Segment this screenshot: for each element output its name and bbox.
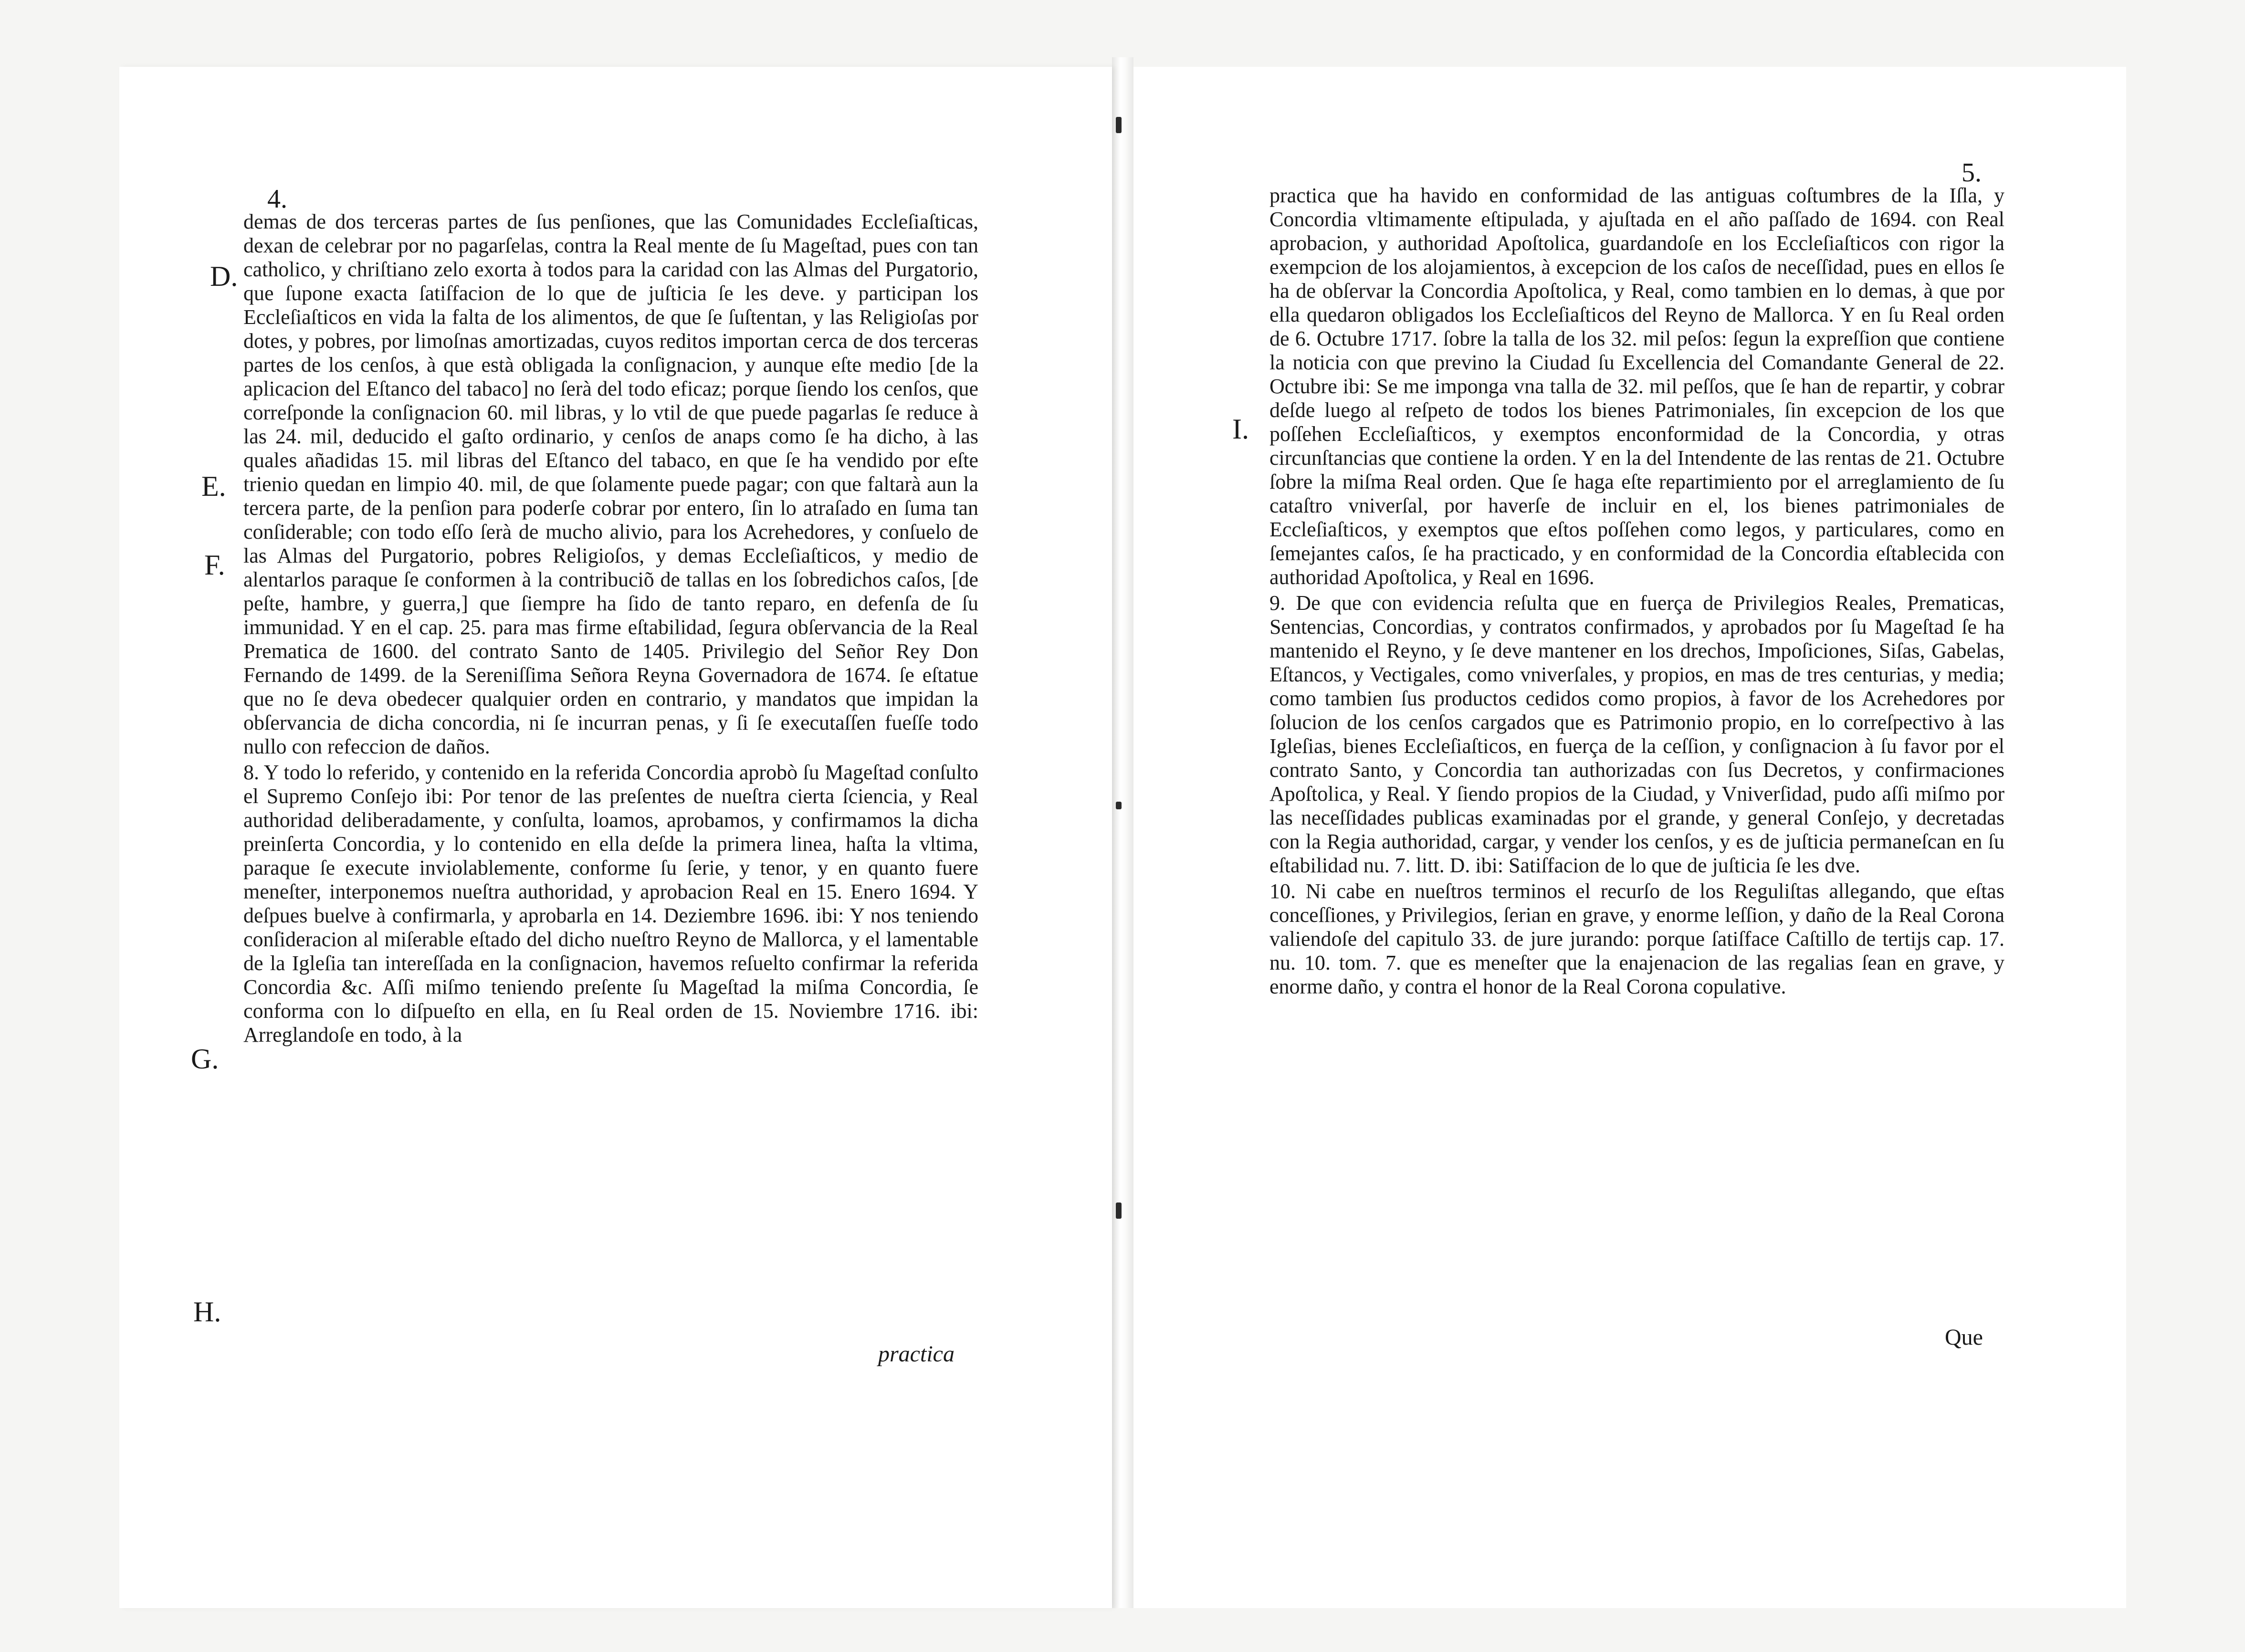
- left-page-number: 4.: [267, 184, 287, 214]
- left-catchword: practica: [878, 1341, 955, 1367]
- margin-letter-h: H.: [193, 1296, 221, 1328]
- right-paragraph-3: 10. Ni cabe en nueſtros terminos el recurſo de los Reguliſtas allegando, que eſtas conceſſiones, y Privilegios, ſerian en grave, y enorme leſſion, y daño de la Real Corona valiendoſe del capitulo 33. de jure jurando: porque ſatiſface Caſtillo de tertijs cap. 17. nu. 10. tom. 7. que es meneſter que la enajenacion de las regalias ſean en grave, y enorme daño, y contra el honor de la Real Corona copulative.: [1269, 879, 2004, 998]
- gutter-mark-middle: [1116, 802, 1122, 809]
- right-catchword: Que: [1945, 1325, 1983, 1350]
- margin-letter-g: G.: [191, 1043, 219, 1075]
- right-page-number: 5.: [1962, 158, 1982, 188]
- right-page-body: [1269, 184, 2004, 1001]
- book-gutter: [1112, 57, 1133, 1608]
- left-page-body: [243, 210, 978, 1049]
- left-paragraph-2: 8. Y todo lo referido, y contenido en la referida Concordia aprobò ſu Mageſtad conſulto el Supremo Conſejo ibi: Por tenor de las preſentes de nueſtra cierta ſciencia, y Real authoridad deliberadamente, y conſulta, loamos, aprobamos, y confirmamos la dicha preinſerta Concordia, y lo contenido en ella deſde la primera linea, haſta la vltima, paraque ſe execute inviolablemente, conforme ſu ſerie, y tenor, y en quanto fuere meneſter, interponemos nueſtra authoridad, y aprobacion Real en 15. Enero 1694. Y deſpues buelve à confirmarla, y aprobarla en 14. Deziembre 1696. ibi: Y nos teniendo conſideracion al miſerable eſtado del dicho nueſtro Reyno de Mallorca, y el lamentable de la Igleſia tan intereſſada en la conſignacion, havemos reſuelto confirmar la referida Concordia &c. Aſſi miſmo teniendo preſente ſu Mageſtad la miſma Concordia, ſe conforma con lo diſpueſto en ella, en ſu Real orden de 15. Noviembre 1716. ibi: Arreglandoſe en todo, à la: [243, 761, 978, 1046]
- margin-letter-e: E.: [201, 471, 226, 502]
- right-paragraph-2: 9. De que con evidencia reſulta que en fuerça de Privilegios Reales, Prematicas, Sentencias, Concordias, y contratos confirmados, y aprobados por ſu Mageſtad ſe ha mantenido el Reyno, y ſe deve mantener en los drechos, Impoſiciones, Siſas, Gabelas, Eſtancos, y Vectigales, como vniverſales, y propios, en mas de tres centurias, y media; como tambien ſus productos cedidos como propios, à favor de los Acrehedores por ſolucion de los cenſos cargados que es Patrimonio propio, en lo correſpectivo à las Igleſias, bienes Eccleſiaſticos, en fuerça de la ceſſion, y conſignacion à ſu favor por el contrato Santo, y Concordia tan authorizadas con ſus Decretos, y confirmaciones Apoſtolica, y Real. Y ſiendo propios de la Ciudad, y Vniverſidad, pudo aſſi miſmo por las neceſſidades publicas examinadas por el grande, y general Conſejo, y decretadas con la Regia authoridad, cargar, y vender los cenſos, y es de juſticia permaneſcan en ſu eſtabilidad nu. 7. litt. D. ibi: Satiſfacion de lo que de juſticia ſe les dve.: [1269, 591, 2004, 877]
- left-paragraph-1: demas de dos terceras partes de ſus penſiones, que las Comunidades Eccleſiaſticas, dexan de celebrar por no pagarſelas, contra la Real mente de ſu Mageſtad, pues con tan catholico, y chriſtiano zelo exorta à todos para la caridad con las Almas del Purgatorio, que ſupone exacta ſatiſfacion de lo que de juſticia ſe les deve. y participan los Eccleſiaſticos en vida la falta de los alimentos, de que ſe ſuſtentan, y las Religioſas por dotes, y pobres, por limoſnas amortizadas, cuyos reditos importan cerca de dos terceras partes de los cenſos, à que està obligada la conſignacion, y aunque eſte medio [de la aplicacion del Eſtanco del tabaco] no ſerà del todo eficaz; porque ſiendo los cenſos, que correſponde la conſignacion 60. mil libras, y lo vtil de que puede pagarlas ſe reduce à las 24. mil, deducido el gaſto ordinario, y cenſos de anaps como ſe ha dicho, à las quales añadidas 15. mil libras del Eſtanco del tabaco, en que ſe ha vendido por eſte trienio quedan en limpio 40. mil, de que ſolamente puede pagar; con que faltarà aun la tercera parte, de la penſion para poderſe cobrar por entero, ſin lo atraſado en ſuma tan conſiderable; con todo eſſo ſerà de mucho alivio, para los Acrehedores, y conſuelo de las Almas del Purgatorio, pobres Religioſos, y demas Eccleſiaſticos, y medio de alentarlos paraque ſe conformen à la contribuciõ de tallas en los ſobredichos caſos, [de peſte, hambre, y guerra,] que ſiempre ha ſido de tanto reparo, en defenſa de ſu immunidad. Y en el cap. 25. para mas firme eſtabilidad, ſegura obſervancia de la Real Prematica de 1600. del contrato Santo de 1405. Privilegio del Señor Rey Don Fernando de 1499. de la Sereniſſima Señora Reyna Governadora de 1674. ſe eſtatue que no ſe deva obedecer qualquier orden en contrario, y mandatos que impidan la obſervancia de dicha concordia, ni ſe incurran penas, y ſi ſe executaſſen fueſſe todo nullo con refeccion de daños.: [243, 210, 978, 758]
- margin-letter-d: D.: [210, 261, 238, 292]
- gutter-mark-bottom: [1116, 1202, 1122, 1219]
- margin-letter-i: I.: [1232, 413, 1249, 445]
- right-paragraph-1: practica que ha havido en conformidad de las antiguas coſtumbres de la Iſla, y Concordia vltimamente eſtipulada, y ajuſtada en el año paſſado de 1694. con Real aprobacion, y authoridad Apoſtolica, guardandoſe en los Eccleſiaſticos con rigor la exempcion de los alojamientos, à excepcion de los caſos de neceſſidad, pues en ellos ſe ha de obſervar la Concordia Apoſtolica, y Real, como tambien en lo demas, à que por ella quedaron obligados los Eccleſiaſticos del Reyno de Mallorca. Y en ſu Real orden de 6. Octubre 1717. ſobre la talla de los 32. mil peſos: ſegun la expreſſion que contiene la noticia con que previno la Ciudad ſu Excellencia del Comandante General de 22. Octubre ibi: Se me imponga vna talla de 32. mil peſſos, que ſe han de repartir, y cobrar deſde luego al reſpeto de todos los bienes Patrimoniales, ſin excepcion de los que poſſehen Eccleſiaſticos, y exemptos enconformidad de la Concordia, y otras circunſtancias que contiene la orden. Y en la del Intendente de las rentas de 21. Octubre ſobre la miſma Real orden. Que ſe haga eſte repartimiento por el arreglamiento de ſu cataſtro vniverſal, por haverſe de incluir en el, los bienes patrimoniales de Eccleſiaſticos, y exemptos que eſtos poſſehen como legos, y particulares, como en ſemejantes caſos, ſe ha practicado, y en conformidad de la Concordia eſtablecida con authoridad Apoſtolica, y Real en 1696.: [1269, 184, 2004, 589]
- margin-letter-f: F.: [204, 549, 225, 581]
- gutter-mark-top: [1116, 117, 1122, 133]
